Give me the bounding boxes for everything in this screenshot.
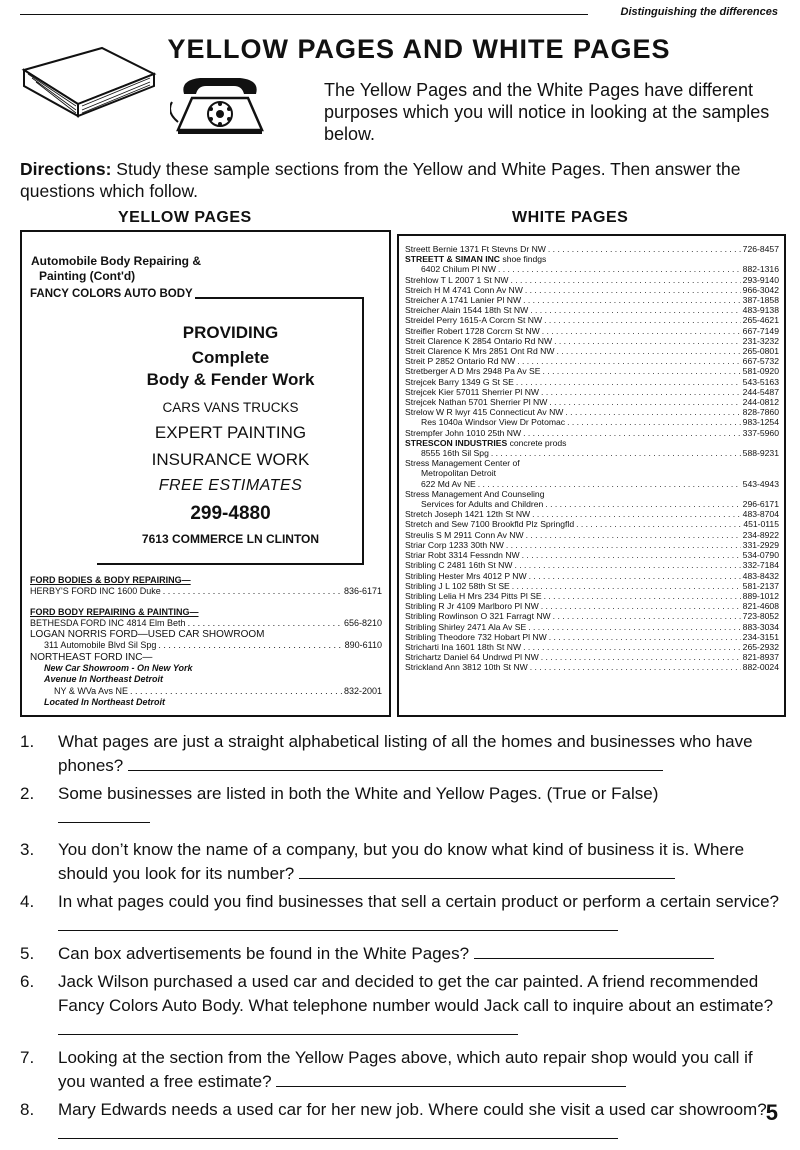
list-item [405,591,779,601]
listing-number: 726-8457 [742,244,779,254]
answer-line[interactable] [58,1122,618,1139]
listing-number: 451-0115 [743,519,779,530]
list-item [405,305,779,315]
listing-number: 581-2137 [742,580,779,591]
listing-name: Stribling J L 102 58th St SE [405,580,510,591]
list-item [405,366,779,376]
ad-free-estimates: FREE ESTIMATES [158,476,303,494]
listing-name: Streulis S M 2911 Conn Av NW [405,529,524,540]
list-item [405,428,779,438]
list-item: New Car Showroom - On New York [44,663,193,674]
listing-name: STREETT & SIMAN INC shoe findgs [405,254,547,265]
list-item: BETHESDA FORD INC 4814 Elm Beth . . . 656-8210 [30,618,382,629]
page-number: 5 [765,1100,778,1125]
list-item: NORTHEAST FORD INC— [30,651,153,663]
listing-name: Streicher Alain 1544 18th St NW [405,305,529,316]
listing-name: Stribling Rowlinson O 321 Farragt NW [405,611,551,622]
list-item [405,448,779,458]
listing-number: 234-3151 [742,631,779,642]
listing-number: 821-4608 [742,601,779,612]
listing-number: 332-7184 [742,560,779,571]
listing-number: 265-4621 [742,315,779,326]
question-1: 1. What pages are just a straight alphabetical listing of all the homes and businesses who have phones? [20,732,753,775]
listing-number: 337-5960 [742,427,779,438]
list-item [405,336,779,346]
listing-number: 581-0920 [742,366,779,377]
listing-name: Strickland Ann 3812 10th St NW [405,662,528,673]
section-label: Distinguishing the differences [620,6,778,18]
listing-name: Streich H M 4741 Conn Av NW [405,284,523,295]
list-item [405,407,779,417]
listing-number: 483-8432 [742,570,779,581]
listing-number: 244-0812 [742,397,779,408]
question-2: 2. Some businesses are listed in both the White and Yellow Pages. (True or False) [20,784,659,803]
list-item [405,244,779,254]
listing-name: 622 Md Av NE [421,478,476,489]
listing-number: 265-0801 [742,346,779,357]
listing-name: Streit P 2852 Ontario Rd NW [405,356,516,367]
listing-number: 387-1858 [742,295,779,306]
display-ad [97,324,364,545]
list-item [405,560,779,570]
list-item: Located In Northeast Detroit [44,696,166,707]
listing-number: 821-8937 [742,652,779,663]
listing-name: Streifler Robert 1728 Corcrn St NW [405,325,540,336]
listing-name: Stribling Theodore 732 Hobart Pl NW [405,631,547,642]
list-item [405,601,779,611]
yp-category-heading: FORD BODIES & BODY REPAIRING— [30,575,191,585]
list-item [405,377,779,387]
ad-body-fender: Body & Fender Work [146,370,315,389]
answer-line[interactable] [276,1070,626,1087]
listing-number: 543-5163 [742,376,779,387]
list-item: LOGAN NORRIS FORD—USED CAR SHOWROOM [30,629,265,641]
list-item [405,530,779,540]
listing-name: 8555 16th Sil Spg [421,448,489,459]
list-item [405,581,779,591]
yp-category-line: Painting (Cont'd) [39,269,136,283]
listing-name: Strejcek Kier 57011 Sherrier Pl NW [405,386,540,397]
white-pages-sample [397,234,786,717]
yellow-pages-sample [20,230,391,717]
list-item [405,550,779,560]
listing-number: 667-7149 [742,325,779,336]
question-4: 4. In what pages could you find businesses that sell a certain product or perform a certain service? [20,890,784,938]
list-item [405,397,779,407]
listing-number: 231-3232 [742,335,779,346]
question-5: 5. Can box advertisements be found in the White Pages? [20,942,784,966]
list-item [405,326,779,336]
listing-name: STRESCON INDUSTRIES concrete prods [405,437,567,448]
list-item [405,540,779,550]
yp-category-heading [31,254,291,284]
list-item: Avenue In Northeast Detroit [44,674,164,685]
listing-name: 6402 Chilum Pl NW [421,264,496,275]
list-item [405,346,779,356]
listing-name: Stricharti Ina 1601 18th St NW [405,641,522,652]
questions [20,730,784,1150]
list-item [405,622,779,632]
ad-address: 7613 COMMERCE LN CLINTON [141,531,320,546]
yp-category-line: Automobile Body Repairing & [31,254,202,268]
list-item [405,295,779,305]
listing-number: 296-6171 [742,499,779,510]
listing-name: Metropolitan Detroit [421,468,496,479]
display-ad-label: FANCY COLORS AUTO BODY [30,288,193,300]
listing-name: Strehlow T L 2007 1 St NW [405,274,509,285]
question-6: 6. Jack Wilson purchased a used car and decided to get the car painted. A friend recommended Fancy Colors Auto Body. What telephone number would Jack call to inquire about an estimate? [20,970,784,1042]
listing-number: 966-3042 [742,284,779,295]
list-item: HERBY'S FORD INC 1600 Duke . . . 836-6171 [30,586,382,597]
listing-name: Strelow W R lwyr 415 Connecticut Av NW [405,407,564,418]
directions [20,158,790,202]
listing-name: Strejcek Barry 1349 G St SE [405,376,514,387]
ad-insurance-work: INSURANCE WORK [151,449,310,469]
listing-name: Striar Corp 1233 30th NW [405,539,504,550]
ad-providing: PROVIDING [182,323,279,342]
list-item [405,652,779,662]
list-item [405,571,779,581]
listing-number: 889-1012 [742,590,779,601]
listing-name: Striar Robt 3314 Fessndn NW [405,550,520,561]
listing-number: 483-9138 [742,305,779,316]
listing-number: 723-8052 [742,611,779,622]
question-3: 3. You don’t know the name of a company, but you do know what kind of business it is. Where should you look for its number? [20,840,745,883]
list-item: 311 Automobile Blvd Sil Spg . . . 890-6110 [30,640,382,651]
listing-name: Strempfer John 1010 25th NW [405,427,522,438]
question-8: 8. Mary Edwards needs a used car for her new job. Where could she visit a used car showroom? [20,1098,784,1146]
list-item [405,509,779,519]
list-item [405,662,779,672]
listing-number: 543-4943 [742,478,779,489]
listing-number: 265-2932 [742,641,779,652]
ad-expert-painting: EXPERT PAINTING [154,422,307,442]
listing-name: Stress Management Center of [405,458,520,469]
answer-line[interactable] [474,942,714,959]
list-item [405,275,779,285]
listing-number: 331-2929 [742,539,779,550]
listing-name: Stribling Hester Mrs 4012 P NW [405,570,527,581]
listing-name: Stress Management And Counseling [405,488,545,499]
listing-number: 983-1254 [742,417,779,428]
list-item [405,438,779,448]
listing-name: Strichartz Daniel 64 Undrwd Pl NW [405,652,539,663]
telephone-illustration [170,72,270,138]
list-item [405,387,779,397]
question-2-answer [20,806,784,830]
yellow-pages-heading: YELLOW PAGES [118,209,252,226]
listing-name: Streit Clarence K Mrs 2851 Ont Rd NW [405,346,555,357]
answer-line[interactable] [58,1018,518,1035]
intro-text: The Yellow Pages and the White Pages have different purposes which you will notice in looking at the samples below. [324,80,770,144]
list-item [405,417,779,427]
listing-name: Stretch and Sew 7100 Brookfld Plz Springfld [405,519,575,530]
list-item: NY & WVa Avs NE . . . 832-2001 [30,686,382,697]
listing-name: Strejcek Nathan 5701 Sherrier Pl NW [405,397,548,408]
listing-name: Stretberger A D Mrs 2948 Pa Av SE [405,366,541,377]
listing-number: 882-1316 [742,264,779,275]
directions-text: Study these sample sections from the Yellow and White Pages. Then answer the questions which follow. [20,159,741,201]
listing-name: Res 1040a Windsor View Dr Potomac [421,417,566,428]
list-item [405,499,779,509]
wp-listings [405,244,779,673]
listing-name: Streicher A 1741 Lanier Pl NW [405,295,522,306]
list-item [405,632,779,642]
list-item [405,285,779,295]
list-item [405,489,779,499]
white-pages-heading: WHITE PAGES [512,209,629,226]
list-item [405,479,779,489]
list-item [405,611,779,621]
list-item [405,519,779,529]
listing-number: 588-9231 [742,448,779,459]
listing-number: 534-0790 [742,550,779,561]
listing-name: Stribling Lelia H Mrs 234 Pitts Pl SE [405,590,542,601]
listing-number: 483-8704 [742,509,779,520]
listing-name: Services for Adults and Children [421,499,544,510]
list-item [405,315,779,325]
list-item [405,254,779,264]
listing-name: Stretch Joseph 1421 12th St NW [405,509,531,520]
answer-line[interactable] [128,754,663,771]
listing-name: Streett Bernie 1371 Ft Stevns Dr NW [405,244,546,254]
list-item [405,458,779,468]
listing-number: 244-5487 [742,386,779,397]
listing-name: Streidel Perry 1615-A Corcrn St NW [405,315,543,326]
list-item [405,264,779,274]
listing-number: 882-0024 [742,662,779,673]
yp-category-heading: FORD BODY REPAIRING & PAINTING— [30,606,199,617]
yp-listings [30,575,382,708]
listing-name: Stribling Shirley 2471 Ala Av SE [405,621,527,632]
list-item [405,356,779,366]
listing-name: Stribling R Jr 4109 Marlboro Pl NW [405,601,539,612]
answer-line[interactable] [58,914,618,931]
top-rule [20,14,588,15]
question-7: 7. Looking at the section from the Yellow Pages above, which auto repair shop would you call if you wanted a free estimate? [20,1048,753,1091]
directions-label: Directions: [20,159,112,179]
ad-phone-number: 299-4880 [190,502,271,524]
ad-vehicles: CARS VANS TRUCKS [162,400,299,415]
listing-name: Streit Clarence K 2854 Ontario Rd NW [405,335,553,346]
listing-number: 234-8922 [742,529,779,540]
ad-complete: Complete [191,348,270,367]
listing-number: 293-9140 [742,274,779,285]
page-title: YELLOW PAGES AND WHITE PAGES [167,34,671,64]
listing-number: 883-3034 [742,621,779,632]
listing-number: 667-5732 [742,356,779,367]
listing-number: 828-7860 [742,407,779,418]
list-item [405,642,779,652]
list-item [405,468,779,478]
answer-line[interactable] [58,806,150,823]
listing-name: Stribling C 2481 16th St NW [405,560,513,571]
answer-line[interactable] [299,862,675,879]
